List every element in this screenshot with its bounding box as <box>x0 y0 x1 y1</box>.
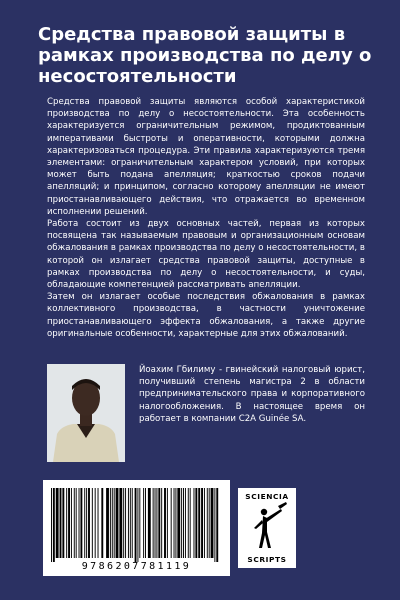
barcode-bar <box>209 488 210 558</box>
barcode-bar <box>143 488 144 558</box>
barcode-bar <box>66 488 67 558</box>
barcode-bar <box>153 488 154 558</box>
barcode-bar <box>148 488 151 558</box>
barcode-bar <box>128 488 129 558</box>
barcode-bar <box>112 488 113 558</box>
barcode-bar <box>201 488 203 558</box>
barcode-bar <box>114 488 115 558</box>
author-section <box>47 364 365 464</box>
barcode-bar <box>195 488 197 558</box>
barcode-bar <box>51 488 52 562</box>
barcode-number: 9786207781119 <box>81 561 192 572</box>
barcode-bar <box>76 488 77 558</box>
logo-text-bottom: SCRIPTS <box>247 555 287 564</box>
barcode-bar <box>155 488 156 558</box>
barcode-bar <box>95 488 96 558</box>
author-bio: Йоахим Гбилиму - гвинейский налоговый юрист, получивший степень магистра 2 в области предпринимательского права и корпоративного налогообложения. В настоящее время он работает в компании C2A Guinée SA. <box>139 365 365 424</box>
author-portrait-image <box>47 364 125 462</box>
paragraph-2: Работа состоит из двух основных частей, первая из которых посвящена так называемым правовым и организационным основам обжалования в рамках производства по делу о несостоятельности, в которой он излагает средства правовой защиты, доступные в рамках производства по делу о несостоятельности, и суды, обладающие компетенцией рассматривать апелляции. <box>47 219 365 291</box>
barcode-bar <box>98 488 99 558</box>
barcode-bar <box>110 488 111 558</box>
barcode-bar <box>60 488 62 558</box>
barcode-bar <box>167 488 168 558</box>
barcode-bar <box>211 488 214 558</box>
barcode-bar <box>135 488 137 562</box>
barcode-bar <box>130 488 131 558</box>
barcode-bar <box>123 488 124 558</box>
barcode-bar <box>207 488 208 558</box>
barcode-bar <box>164 488 166 558</box>
barcode-bar <box>156 488 157 558</box>
barcode-bar <box>216 488 218 562</box>
logo-text-top: SCIENCIA <box>245 492 289 501</box>
paragraph-1: Средства правовой защиты являются особой характеристикой производства по делу о несостоятельности. Эта особенность характеризуется ограничительным режимом, продиктованным императивами быстроты и оперативности, которыми должна характеризоваться процедура. Эти правила характеризуются тремя элементами: ограничительным характером условий, при которых может быть подана апелляция; краткостью сроков подачи апелляций; и принципом, согласно которому апелляции не имеют приостанавливающего действия, что отражается во временном исполнении решений. <box>47 97 365 217</box>
author-photo <box>47 364 125 462</box>
paragraph-3: Затем он излагает особые последствия обжалования в рамках коллективного производства, в частности уничтожение приостанавливающего эффекта обжалования, а также другие оригинальные особенности, характерные для этих обжалований. <box>47 292 365 339</box>
barcode-bar <box>86 488 87 558</box>
barcode-bar <box>71 488 72 558</box>
barcode-bar <box>183 488 184 558</box>
barcode-bar <box>190 488 191 558</box>
barcode-bar <box>84 488 85 558</box>
barcode-bar <box>132 488 133 558</box>
barcode-bar <box>125 488 126 558</box>
barcode-bar <box>80 488 82 558</box>
publisher-logo <box>238 488 296 568</box>
barcode-bar <box>177 488 180 558</box>
book-title: Средства правовой защиты в рамках производства по делу о несостоятельности <box>38 24 372 87</box>
barcode-bar <box>101 488 103 558</box>
barcode-bar <box>158 488 160 558</box>
barcode-bar <box>145 488 146 558</box>
barcode-bar <box>62 488 64 558</box>
barcode-bar <box>53 488 55 562</box>
barcode-bar <box>198 488 200 558</box>
barcode-bar <box>68 488 70 558</box>
barcode-bar <box>88 488 90 558</box>
isbn-barcode <box>43 480 230 576</box>
barcode-bar <box>175 488 176 558</box>
barcode-bar <box>116 488 119 558</box>
barcode-bar <box>181 488 182 558</box>
barcode-bar <box>139 488 140 558</box>
barcode-bar <box>74 488 75 558</box>
barcode-bar <box>106 488 109 558</box>
barcode-bar <box>214 488 215 562</box>
description-text <box>47 96 365 340</box>
barcode-bar <box>56 488 59 558</box>
barcode-bar <box>194 488 195 558</box>
barcode-bar <box>174 488 175 558</box>
barcode-bar <box>119 488 122 558</box>
barcode-bar <box>79 488 80 558</box>
barcode-bar <box>92 488 93 558</box>
barcode-bar <box>171 488 172 558</box>
barcode-bar <box>204 488 205 558</box>
barcode-bar <box>188 488 189 558</box>
barcode-bar <box>161 488 162 558</box>
barcode-bar <box>185 488 186 558</box>
barcode-bar <box>137 488 138 562</box>
